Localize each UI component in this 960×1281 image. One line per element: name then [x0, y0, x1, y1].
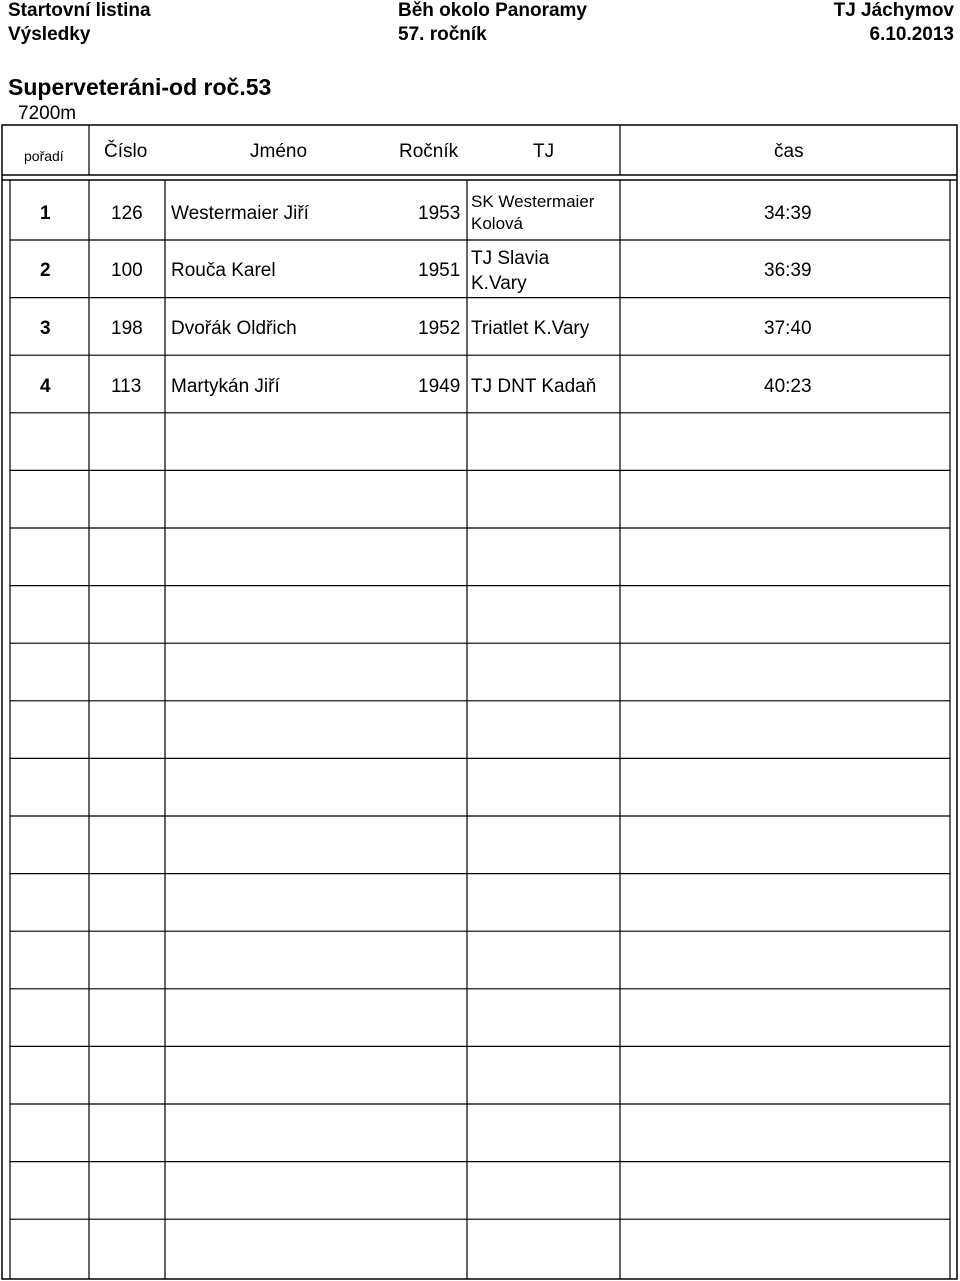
- result-time: 34:39: [764, 203, 812, 224]
- column-header-rank: pořadí: [24, 148, 64, 164]
- column-header-name: Jméno: [250, 141, 308, 162]
- result-club-line1: TJ Slavia: [471, 248, 550, 269]
- result-time: 36:39: [764, 260, 812, 281]
- header-left-top: Startovní listina: [8, 0, 151, 21]
- column-header-time: čas: [774, 141, 804, 162]
- column-header-number: Číslo: [104, 141, 148, 162]
- header-left-bottom: Výsledky: [8, 24, 91, 45]
- result-number: 198: [111, 318, 143, 339]
- column-header-year: Ročník: [399, 141, 459, 162]
- result-number: 113: [111, 376, 142, 397]
- result-rank: 3: [40, 318, 51, 339]
- result-rank: 1: [40, 203, 51, 224]
- result-club: TJ DNT Kadaň: [471, 376, 597, 397]
- header-event-name: Běh okolo Panoramy: [398, 0, 587, 21]
- result-year: 1952: [418, 318, 461, 339]
- result-year: 1949: [418, 376, 461, 397]
- result-number: 126: [111, 203, 143, 224]
- header-date: 6.10.2013: [869, 24, 954, 45]
- result-club-line2: K.Vary: [471, 273, 527, 294]
- category-distance: 7200m: [18, 103, 77, 124]
- result-name: Rouča Karel: [171, 260, 276, 281]
- result-time: 40:23: [764, 376, 812, 397]
- column-header-club: TJ: [533, 141, 555, 162]
- result-year: 1951: [418, 260, 461, 281]
- result-rank: 4: [40, 376, 51, 397]
- result-club-line1: SK Westermaier: [471, 192, 595, 211]
- category-title: Superveteráni-od roč.53: [8, 74, 272, 100]
- result-year: 1953: [418, 203, 461, 224]
- result-name: Dvořák Oldřich: [171, 318, 297, 339]
- result-rank: 2: [40, 260, 51, 281]
- result-name: Martykán Jiří: [171, 376, 280, 397]
- result-time: 37:40: [764, 318, 812, 339]
- result-club-line2: Kolová: [471, 214, 523, 233]
- header-organizer: TJ Jáchymov: [833, 0, 954, 21]
- header-edition: 57. ročník: [398, 24, 487, 45]
- result-name: Westermaier Jiří: [171, 203, 309, 224]
- result-number: 100: [111, 260, 143, 281]
- result-club: Triatlet K.Vary: [471, 318, 590, 339]
